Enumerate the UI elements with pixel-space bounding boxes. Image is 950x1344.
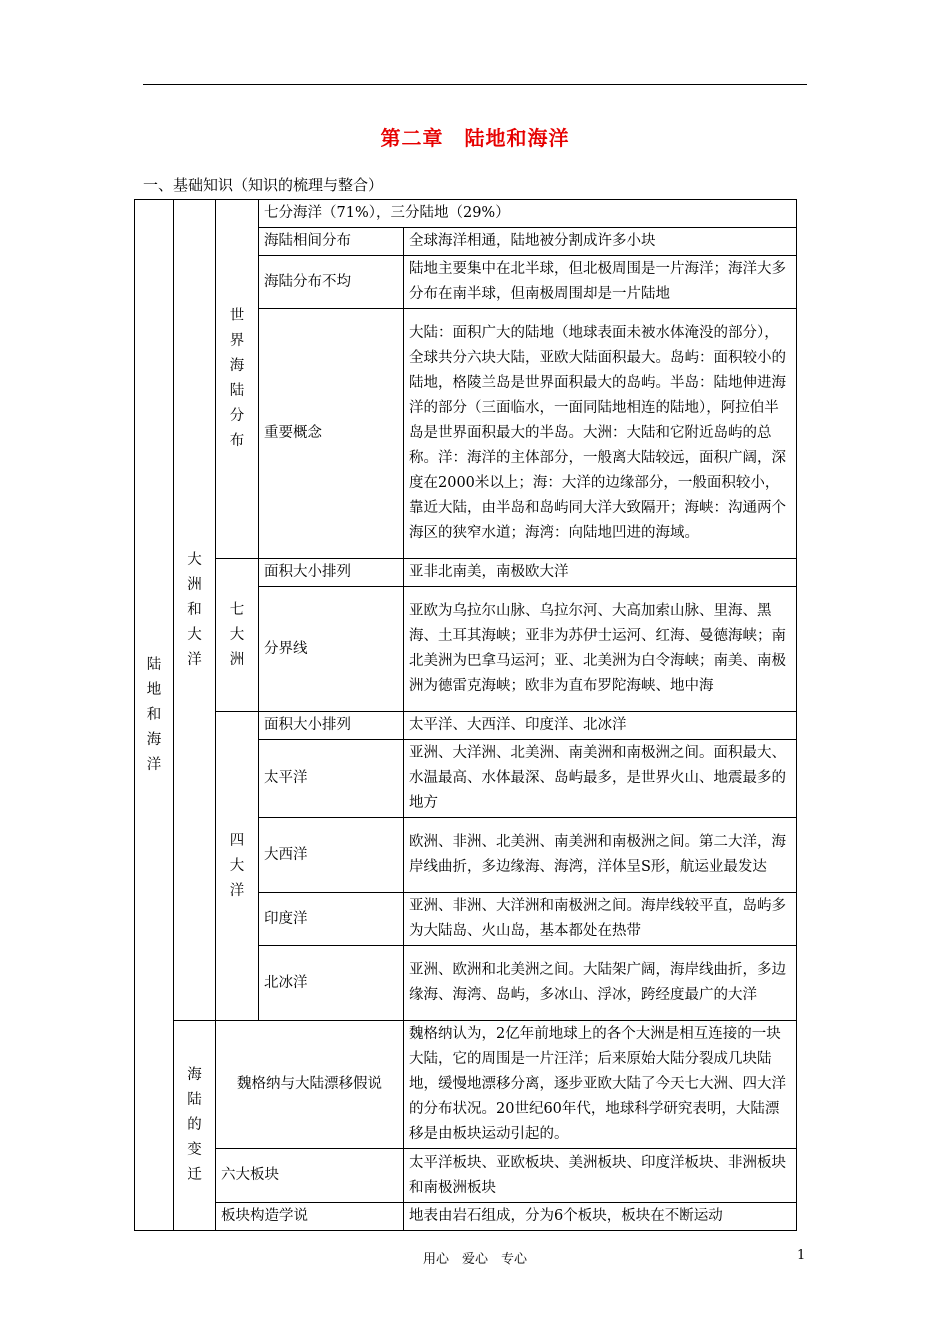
row-label: 海陆相间分布 xyxy=(259,228,404,256)
sub-qizhou-cell: 七 大 洲 xyxy=(216,559,259,712)
page-footer: 用心 爱心 专心 xyxy=(422,1252,527,1267)
row-content: 亚欧为乌拉尔山脉、乌拉尔河、大高加索山脉、里海、黑海、土耳其海峡；亚非为苏伊士运河、红海、曼德海峡；南北美洲为巴拿马运河；亚、北美洲为白令海峡；南美、南极洲为德雷克海峡；欧非为直布罗陀海峡、地中海 xyxy=(404,587,797,712)
row-label: 太平洋 xyxy=(259,740,404,818)
row-content: 太平洋板块、亚欧板块、美洲板块、印度洋板块、非洲板块和南极洲板块 xyxy=(404,1149,797,1203)
row-content: 陆地主要集中在北半球，但北极周围是一片海洋；海洋大多分布在南半球，但南极周围却是一片陆地 xyxy=(404,256,797,309)
row-content: 亚洲、非洲、大洋洲和南极洲之间。海岸线较平直，岛屿多为大陆岛、火山岛，基本都处在热带 xyxy=(404,893,797,946)
table-row: 七分海洋（71%），三分陆地（29%） xyxy=(259,200,797,228)
row-label: 大西洋 xyxy=(259,818,404,893)
row-label: 板块构造学说 xyxy=(216,1203,404,1231)
row-label: 海陆分布不均 xyxy=(259,256,404,309)
row-content: 地表由岩石组成，分为6个板块，板块在不断运动 xyxy=(404,1203,797,1231)
group-haibian-cell: 海 陆 的 变 迁 xyxy=(174,1021,216,1231)
row-label: 印度洋 xyxy=(259,893,404,946)
row-content: 大陆：面积广大的陆地（地球表面未被水体淹没的部分），全球共分六块大陆，亚欧大陆面积最大。岛屿：面积较小的陆地，格陵兰岛是世界面积最大的岛屿。半岛：陆地伸进海洋的部分（三面临水，一面同陆地相连的陆地），阿拉伯半岛是世界面积最大的半岛。大洲：大陆和它附近岛屿的总称。洋：海洋的主体部分，一般离大陆较远，面积广阔，深度在2000米以上；海：大洋的边缘部分，一般面积较小，靠近大陆，由半岛和岛屿同大洋大致隔开；海峡：沟通两个海区的狭窄水道；海湾：向陆地凹进的海域。 xyxy=(404,309,797,559)
header-rule xyxy=(143,84,807,85)
row-content: 全球海洋相通，陆地被分割成许多小块 xyxy=(404,228,797,256)
table-root-cell: 陆 地 和 海 洋 xyxy=(135,200,174,1231)
row-content: 魏格纳认为，2亿年前地球上的各个大洲是相互连接的一块大陆，它的周围是一片汪洋；后来原始大陆分裂成几块陆地，缓慢地漂移分离，逐步亚欧大陆了今天七大洲、四大洋的分布状况。20世纪60年代，地球科学研究表明，大陆漂移是由板块运动引起的。 xyxy=(404,1021,797,1149)
row-label: 面积大小排列 xyxy=(259,712,404,740)
row-content: 亚洲、欧洲和北美洲之间。大陆架广阔，海岸线曲折，多边缘海、海湾、岛屿，多冰山、浮冰，跨经度最广的大洋 xyxy=(404,946,797,1021)
row-content: 亚非北南美，南极欧大洋 xyxy=(404,559,797,587)
knowledge-table xyxy=(134,199,797,1231)
row-label: 北冰洋 xyxy=(259,946,404,1021)
section-heading: 一、基础知识（知识的梳理与整合） xyxy=(143,176,384,194)
row-label: 重要概念 xyxy=(259,309,404,559)
page-number: 1 xyxy=(797,1248,806,1263)
sub-sida-cell: 四 大 洋 xyxy=(216,712,259,1021)
row-content: 欧洲、非洲、北美洲、南美洲和南极洲之间。第二大洋，海岸线曲折，多边缘海、海湾，洋体呈S形，航运业最发达 xyxy=(404,818,797,893)
row-label: 分界线 xyxy=(259,587,404,712)
row-label: 魏格纳与大陆漂移假说 xyxy=(216,1021,404,1149)
chapter-title: 第二章 陆地和海洋 xyxy=(380,126,570,150)
row-content: 亚洲、大洋洲、北美洲、南美洲和南极洲之间。面积最大、水温最高、水体最深、岛屿最多，是世界火山、地震最多的地方 xyxy=(404,740,797,818)
row-content: 太平洋、大西洋、印度洋、北冰洋 xyxy=(404,712,797,740)
sub-world-cell: 世 界 海 陆 分 布 xyxy=(216,200,259,559)
row-label: 六大板块 xyxy=(216,1149,404,1203)
group-dazhou-cell: 大 洲 和 大 洋 xyxy=(174,200,216,1021)
row-label: 面积大小排列 xyxy=(259,559,404,587)
